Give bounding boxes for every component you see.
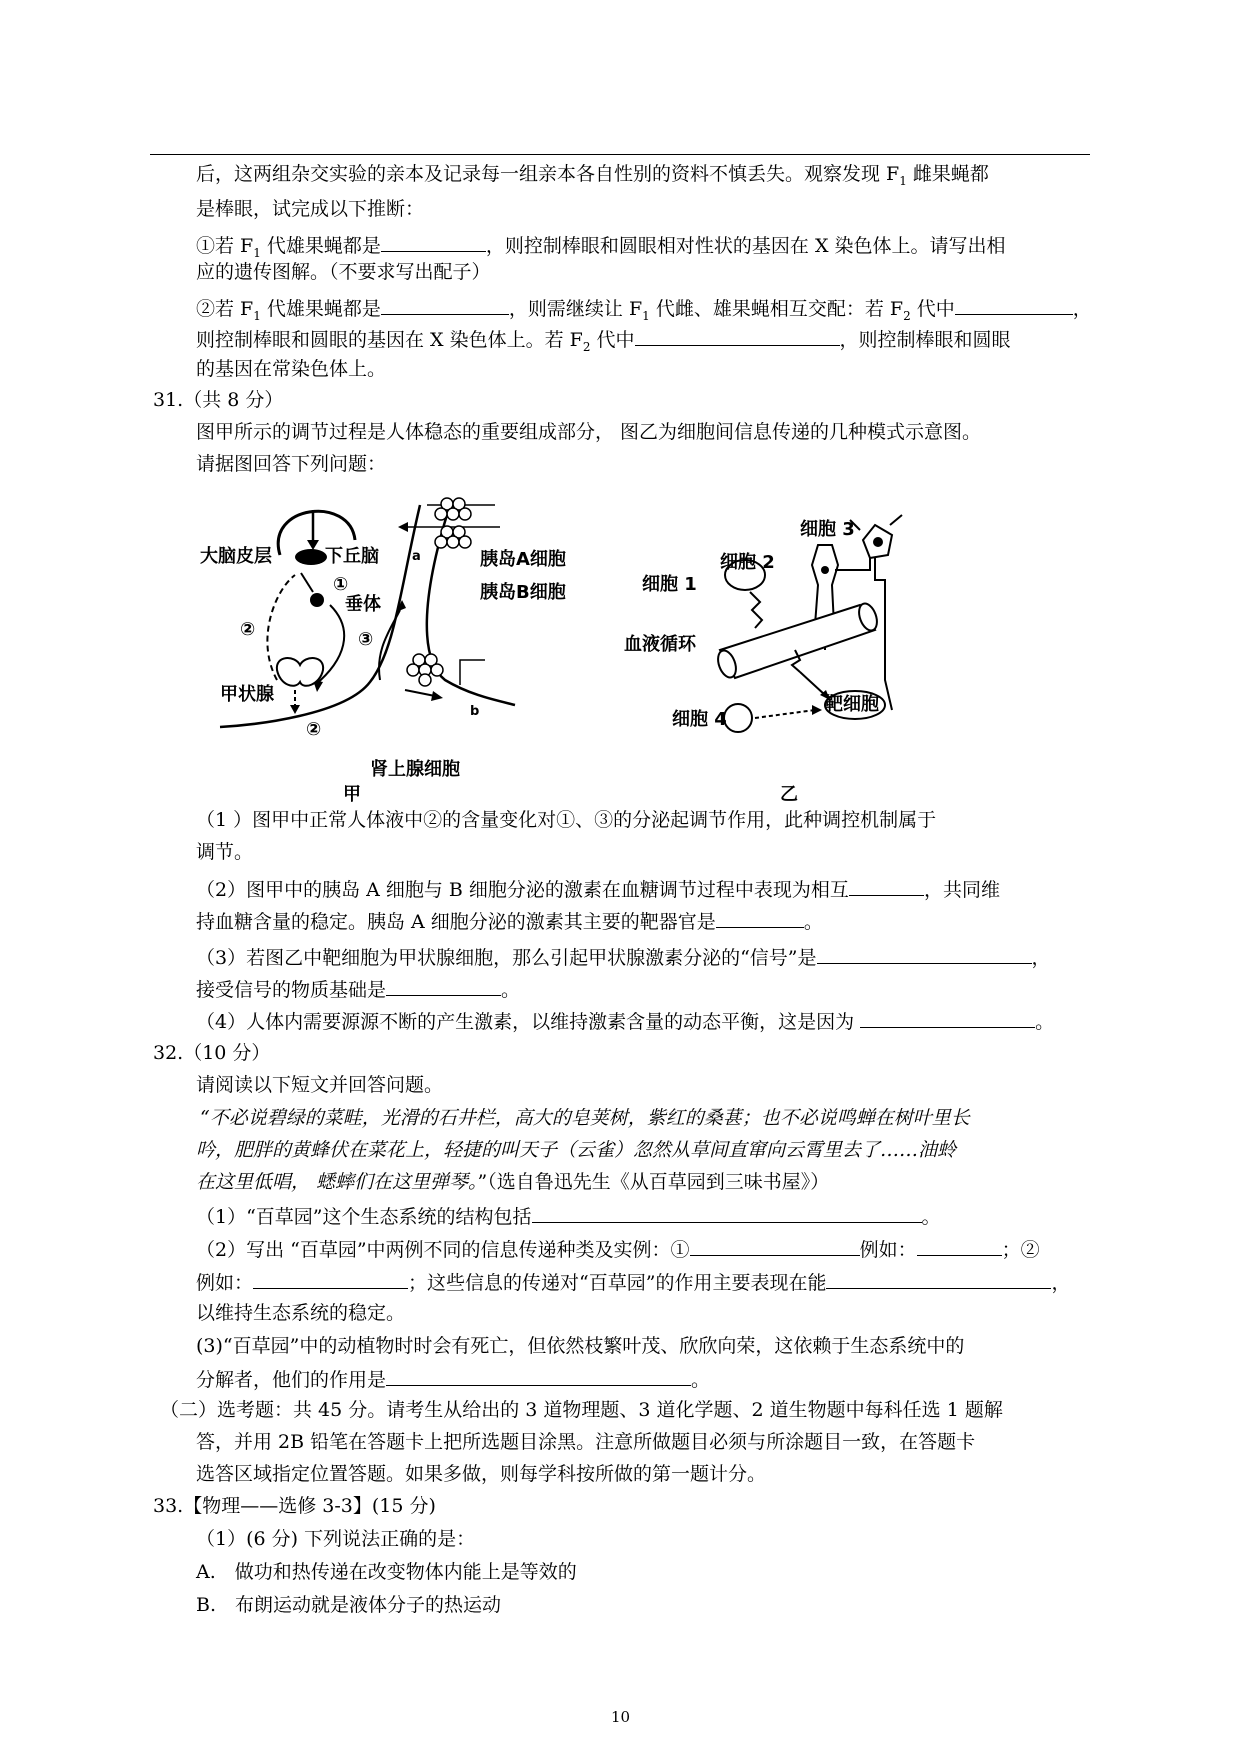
text-line: （4）人体内需要源源不断的产生激素，以维持激素含量的动态平衡，这是因为 。 xyxy=(196,1008,1054,1034)
label-islet-b: 胰岛B细胞 xyxy=(480,582,566,603)
answer-blank xyxy=(955,295,1073,315)
label-cell-2: 细胞 2 xyxy=(720,552,775,573)
text-line: 是棒眼，试完成以下推断： xyxy=(196,198,425,220)
text-line: ①若 $F_1$ 代雄果蝇都是 ，则控制棒眼和圆眼相对性状的基因在 X 染色体上。请写出相 xyxy=(196,232,1006,265)
answer-blank xyxy=(381,295,509,315)
answer-blank xyxy=(386,976,501,996)
page-number: 10 xyxy=(610,1708,631,1726)
text-line: （1）(6 分) 下列说法正确的是： xyxy=(196,1528,476,1550)
text-line: (3)“百草园”中的动植物时时会有死亡，但依然枝繁叶茂、欣欣向荣，这依赖于生态系统中的 xyxy=(196,1335,965,1357)
text-line: （2）图甲中的胰岛 A 细胞与 B 细胞分泌的激素在血糖调节过程中表现为相互 ，共同维 xyxy=(196,876,1000,902)
text-line: 调节。 xyxy=(196,841,254,863)
label-circle-1: ① xyxy=(333,574,349,595)
text-line: （2）写出 “百草园”中两例不同的信息传递种类及实例：① 例如： ；② xyxy=(196,1236,1040,1262)
label-circle-3: ③ xyxy=(358,629,374,650)
label-cell-1: 细胞 1 xyxy=(642,574,697,595)
answer-blank xyxy=(849,876,924,896)
quote-line: 吟，肥胖的黄蜂伏在菜花上，轻捷的叫天子（云雀）忽然从草间直窜向云霄里去了……油蛉 xyxy=(196,1139,957,1161)
text-line: 持血糖含量的稳定。胰岛 A 细胞分泌的激素其主要的靶器官是 。 xyxy=(196,908,823,934)
text-line: 请据图回答下列问题： xyxy=(196,453,387,475)
answer-blank xyxy=(860,1008,1035,1028)
text-line: 图甲所示的调节过程是人体稳态的重要组成部分， 图乙为细胞间信息传递的几种模式示意图。 xyxy=(196,421,982,443)
diagram-yi xyxy=(620,510,930,805)
label-cortex: 大脑皮层 xyxy=(200,546,272,567)
text-line: 请阅读以下短文并回答问题。 xyxy=(196,1074,444,1096)
answer-blank xyxy=(716,908,804,928)
label-thyroid: 甲状腺 xyxy=(220,684,274,705)
answer-blank xyxy=(635,326,840,346)
caption-yi: 乙 xyxy=(780,784,798,805)
label-hypothalamus: 下丘脑 xyxy=(325,546,379,567)
text-line: 选答区域指定位置答题。如果多做，则每学科按所做的第一题计分。 xyxy=(196,1463,767,1485)
text-line: （二）选考题：共 45 分。请考生从给出的 3 道物理题、3 道化学题、2 道生物题中每科任选 1 题解 xyxy=(160,1399,1003,1421)
label-target: 靶细胞 xyxy=(825,694,879,715)
text-line: 则控制棒眼和圆眼的基因在 X 染色体上。若 $F_2$ 代中 ，则控制棒眼和圆眼 xyxy=(196,326,1011,359)
text-line: （3）若图乙中靶细胞为甲状腺细胞，那么引起甲状腺激素分泌的“信号”是 ， xyxy=(196,944,1051,970)
question-33-heading: 33.【物理——选修 3-3】(15 分) xyxy=(153,1495,436,1517)
question-31-heading: 31.（共 8 分） xyxy=(153,389,284,411)
label-b: b xyxy=(470,704,480,719)
caption-jia: 甲 xyxy=(343,784,361,805)
text-line: 以维持生态系统的稳定。 xyxy=(196,1302,406,1324)
answer-blank xyxy=(381,232,486,252)
option-a: A. 做功和热传递在改变物体内能上是等效的 xyxy=(196,1561,577,1583)
label-circle-2b: ② xyxy=(306,719,322,740)
quote-line: “不必说碧绿的菜畦，光滑的石井栏，高大的皂荚树，紫红的桑葚；也不必说鸣蝉在树叶里长 xyxy=(200,1107,970,1129)
text-line: （1）“百草园”这个生态系统的结构包括 。 xyxy=(196,1203,941,1229)
text-line: ②若 $F_1$ 代雄果蝇都是 ，则需继续让 $F_1$ 代雌、雄果蝇相互交配：若 $F_2$ 代中 ， xyxy=(196,295,1092,328)
text-line: 应的遗传图解。（不要求写出配子） xyxy=(196,261,491,283)
diagram-jia xyxy=(195,500,566,805)
answer-blank xyxy=(532,1203,922,1223)
label-adrenal: 肾上腺细胞 xyxy=(370,759,460,780)
quote-line: 在这里低唱， 蟋蟀们在这里弹琴。”（选自鲁迅先生《从百草园到三味书屋》） xyxy=(196,1171,830,1193)
answer-blank xyxy=(690,1236,860,1256)
label-islet-a: 胰岛A细胞 xyxy=(480,549,566,570)
answer-blank xyxy=(826,1269,1051,1289)
text-line: 后，这两组杂交实验的亲本及记录每一组亲本各自性别的资料不慎丢失。观察发现 $F_1$ 雌果蝇都 xyxy=(196,163,989,188)
label-pituitary: 垂体 xyxy=(345,594,381,615)
answer-blank xyxy=(253,1269,408,1289)
text-line: 的基因在常染色体上。 xyxy=(196,358,387,380)
label-a: a xyxy=(412,549,421,564)
text-line: 分解者，他们的作用是 。 xyxy=(196,1366,710,1392)
label-cell-4: 细胞 4 xyxy=(672,709,727,730)
answer-blank xyxy=(817,944,1032,964)
text-line: （1 ）图甲中正常人体液中②的含量变化对①、③的分泌起调节作用，此种调控机制属于 xyxy=(196,809,937,831)
label-blood: 血液循环 xyxy=(624,634,696,655)
label-circle-2: ② xyxy=(240,619,256,640)
text-line: 接受信号的物质基础是 。 xyxy=(196,976,520,1002)
text-line: 答，并用 2B 铅笔在答题卡上把所选题目涂黑。注意所做题目必须与所涂题目一致，在答题卡 xyxy=(196,1431,976,1453)
header-rule xyxy=(150,154,1090,155)
label-cell-3: 细胞 3 xyxy=(800,519,855,540)
answer-blank xyxy=(386,1366,691,1386)
option-b: B. 布朗运动就是液体分子的热运动 xyxy=(196,1594,502,1616)
text-line: 例如： ；这些信息的传递对“百草园”的作用主要表现在能 ， xyxy=(196,1269,1070,1295)
question-32-heading: 32.（10 分） xyxy=(153,1042,271,1064)
answer-blank xyxy=(917,1236,1002,1256)
